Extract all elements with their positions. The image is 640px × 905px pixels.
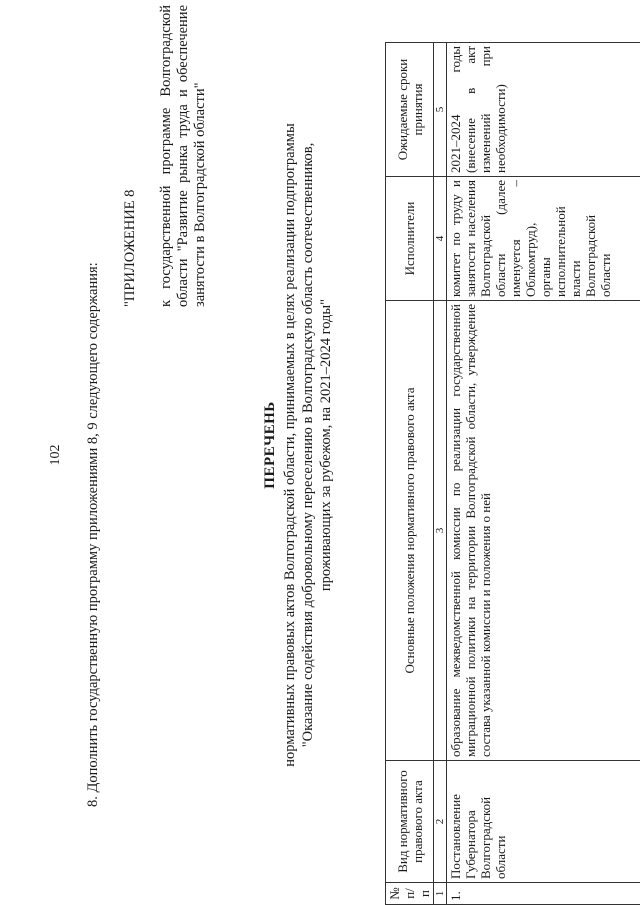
header-executors: Исполнители	[386, 177, 434, 301]
header-provisions: Основные положения нормативного правового акта	[386, 301, 434, 761]
document-title: ПЕРЕЧЕНЬ	[262, 401, 278, 489]
column-number-4: 4	[434, 177, 447, 301]
column-number-2: 2	[434, 761, 447, 883]
page-number: 102	[48, 444, 63, 466]
row-provisions: образование межведомственной комиссии по реализации государственной миграционной политики на территории Волгоградской области, утверждение состава указанной комиссии и положения о ней	[447, 301, 640, 761]
header-act-type: Вид нормативного правового акта	[386, 761, 434, 883]
header-number: № п/п	[386, 883, 434, 905]
column-number-5: 5	[434, 43, 447, 177]
intro-paragraph: 8. Дополнить государственную программу приложениями 8, 9 следующего содержания:	[85, 262, 101, 807]
acts-table	[385, 42, 640, 905]
row-number: 1.	[447, 883, 640, 905]
column-number-1: 1	[434, 883, 447, 905]
document-subtitle: нормативных правовых актов Волгоградской области, принимаемых в целях реализации подпрограммы "Оказание содействия добровольному переселению в Волгоградскую область соотечественников, проживающих за рубежом, на 2021–2024 годы"	[282, 123, 334, 767]
table-column-numbers-row	[434, 43, 447, 905]
row-deadline: 2021–2024 годы (внесение в акт изменений при необходимости)	[447, 43, 640, 177]
table-row	[447, 43, 640, 905]
column-number-3: 3	[434, 301, 447, 761]
row-act-type: Постановление Губернатора Волгоградской области	[447, 761, 640, 883]
row-executors: комитет по труду и занятости населения Волгоградской области (далее именуется – Облкомтруд), органы исполнительной власти Волгоградской области	[447, 177, 640, 301]
appendix-label: "ПРИЛОЖЕНИЕ 8	[122, 189, 138, 307]
header-deadline: Ожидаемые сроки принятия	[386, 43, 434, 177]
table-header-row	[386, 43, 434, 905]
appendix-text: к государственной программе Волгоградской области "Развитие рынка труда и обеспечение занятости в Волгоградской области"	[158, 5, 208, 307]
